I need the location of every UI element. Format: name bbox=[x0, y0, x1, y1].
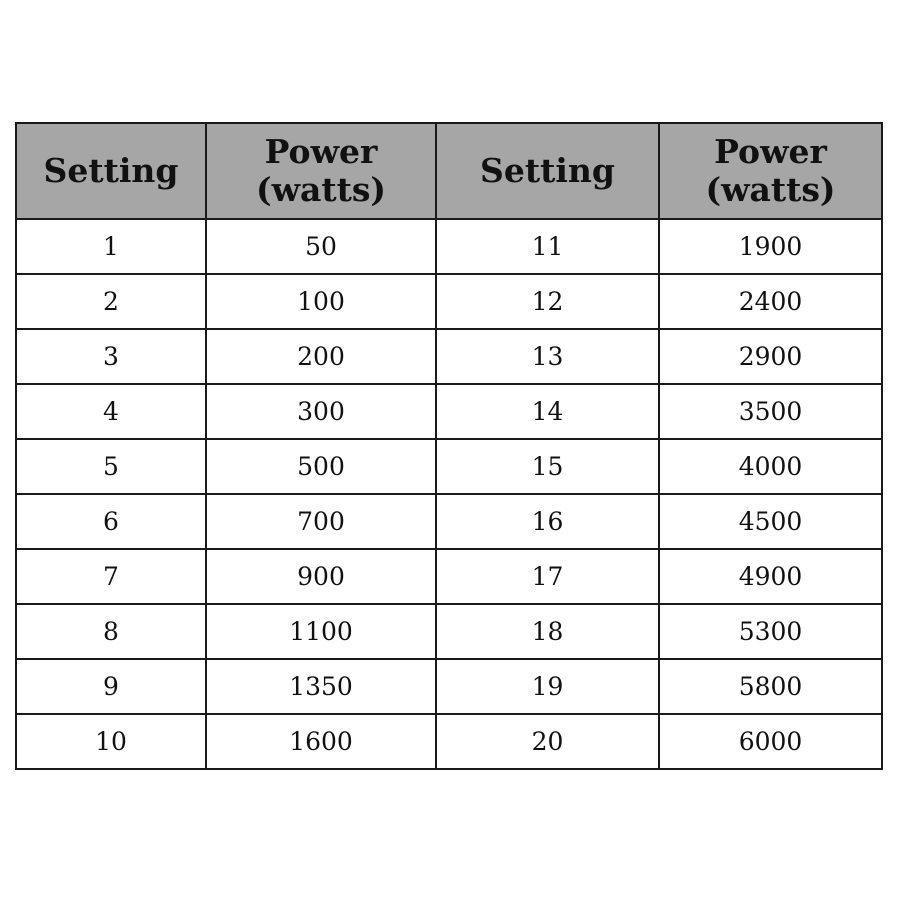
cell-setting-right: 12 bbox=[436, 274, 659, 329]
cell-power-left: 1350 bbox=[206, 659, 436, 714]
cell-power-left: 500 bbox=[206, 439, 436, 494]
cell-setting-left: 9 bbox=[16, 659, 206, 714]
cell-setting-right: 17 bbox=[436, 549, 659, 604]
cell-power-right: 4000 bbox=[659, 439, 882, 494]
cell-power-left: 1100 bbox=[206, 604, 436, 659]
table-row bbox=[16, 274, 882, 329]
table-row bbox=[16, 604, 882, 659]
header-text: Setting bbox=[43, 151, 179, 190]
cell-setting-left: 3 bbox=[16, 329, 206, 384]
cell-setting-left: 4 bbox=[16, 384, 206, 439]
cell-setting-left: 5 bbox=[16, 439, 206, 494]
cell-power-left: 700 bbox=[206, 494, 436, 549]
cell-power-left: 1600 bbox=[206, 714, 436, 769]
cell-power-left: 900 bbox=[206, 549, 436, 604]
header-row bbox=[16, 123, 882, 219]
cell-setting-right: 20 bbox=[436, 714, 659, 769]
table-row bbox=[16, 329, 882, 384]
cell-power-right: 5800 bbox=[659, 659, 882, 714]
cell-setting-right: 16 bbox=[436, 494, 659, 549]
header-text: Power bbox=[714, 132, 827, 171]
table-row bbox=[16, 494, 882, 549]
cell-setting-right: 19 bbox=[436, 659, 659, 714]
cell-power-right: 4500 bbox=[659, 494, 882, 549]
table-row bbox=[16, 384, 882, 439]
cell-setting-right: 11 bbox=[436, 219, 659, 274]
header-setting-left bbox=[16, 123, 206, 219]
header-text: Setting bbox=[480, 151, 615, 190]
cell-setting-right: 13 bbox=[436, 329, 659, 384]
header-power-right bbox=[659, 123, 882, 219]
table-row bbox=[16, 659, 882, 714]
table-row bbox=[16, 439, 882, 494]
cell-setting-left: 7 bbox=[16, 549, 206, 604]
cell-power-right: 3500 bbox=[659, 384, 882, 439]
power-settings-table bbox=[15, 122, 883, 770]
cell-power-left: 200 bbox=[206, 329, 436, 384]
cell-power-left: 300 bbox=[206, 384, 436, 439]
cell-setting-right: 18 bbox=[436, 604, 659, 659]
cell-setting-left: 10 bbox=[16, 714, 206, 769]
cell-power-right: 5300 bbox=[659, 604, 882, 659]
header-text: Power bbox=[264, 132, 378, 171]
cell-setting-left: 1 bbox=[16, 219, 206, 274]
table-row bbox=[16, 549, 882, 604]
cell-setting-left: 2 bbox=[16, 274, 206, 329]
cell-power-left: 100 bbox=[206, 274, 436, 329]
power-settings-table-container bbox=[15, 122, 883, 770]
header-unit: (watts) bbox=[705, 170, 836, 209]
table-row bbox=[16, 714, 882, 769]
cell-power-right: 2400 bbox=[659, 274, 882, 329]
table-row bbox=[16, 219, 882, 274]
header-power-left bbox=[206, 123, 436, 219]
cell-power-right: 6000 bbox=[659, 714, 882, 769]
table-header bbox=[16, 123, 882, 219]
cell-power-right: 4900 bbox=[659, 549, 882, 604]
cell-power-right: 2900 bbox=[659, 329, 882, 384]
cell-setting-right: 15 bbox=[436, 439, 659, 494]
cell-setting-left: 6 bbox=[16, 494, 206, 549]
header-unit: (watts) bbox=[255, 170, 387, 209]
cell-setting-left: 8 bbox=[16, 604, 206, 659]
table-body bbox=[16, 219, 882, 769]
cell-setting-right: 14 bbox=[436, 384, 659, 439]
cell-power-right: 1900 bbox=[659, 219, 882, 274]
cell-power-left: 50 bbox=[206, 219, 436, 274]
header-setting-right bbox=[436, 123, 659, 219]
